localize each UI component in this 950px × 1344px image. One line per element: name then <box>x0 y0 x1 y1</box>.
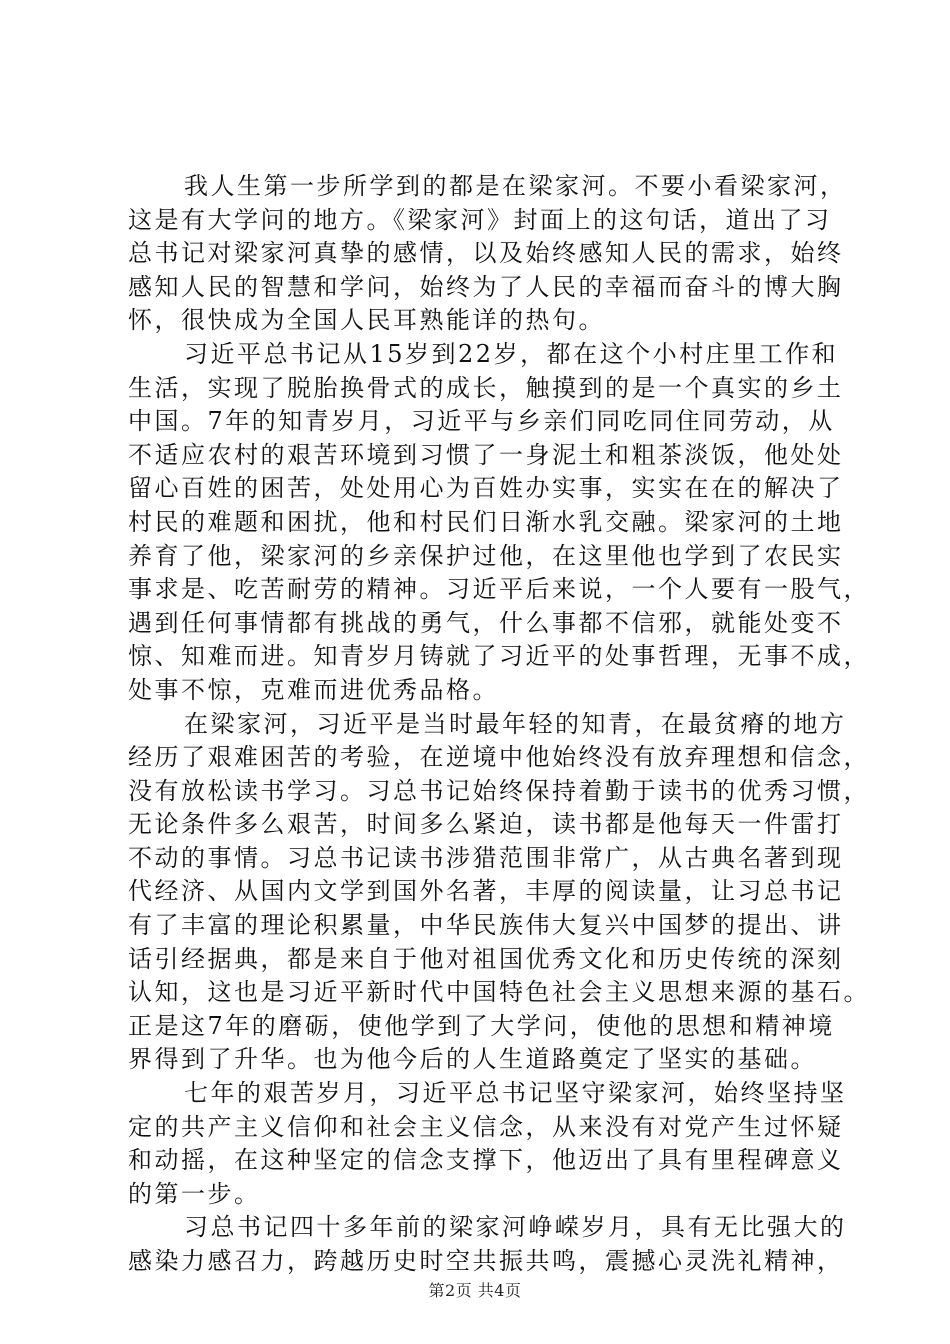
paragraph-line: 惊、知难而进。知青岁月铸就了习近平的处事哲理，无事不成， <box>128 642 870 671</box>
paragraph-line: 我人生第一步所学到的都是在梁家河。不要小看梁家河， <box>184 172 847 200</box>
paragraph-line: 总书记对梁家河真挚的感情，以及始终感知人民的需求，始终 <box>128 239 844 268</box>
paragraph-line: 怀，很快成为全国人民耳熟能详的热句。 <box>128 306 605 335</box>
page-footer <box>0 1278 950 1301</box>
paragraph-line: 中国。7年的知青岁月，习近平与乡亲们同吃同住同劳动，从 <box>128 407 835 436</box>
paragraph-line: 的第一步。 <box>128 1179 261 1208</box>
paragraph-line: 认知，这也是习近平新时代中国特色社会主义思想来源的基石。 <box>128 978 870 1007</box>
paragraph-line: 处事不惊，克难而进优秀品格。 <box>128 675 499 704</box>
paragraph-line: 这是有大学问的地方。《梁家河》封面上的这句话，道出了习 <box>128 205 832 234</box>
paragraph-line: 在梁家河，习近平是当时最年轻的知青，在最贫瘠的地方 <box>184 709 847 738</box>
paragraph-line: 不适应农村的艰苦环境到习惯了一身泥土和粗茶淡饭，他处处 <box>128 440 844 469</box>
paragraph-line: 感知人民的智慧和学问，始终为了人民的幸福而奋斗的博大胸 <box>128 272 844 301</box>
paragraph-line: 村民的难题和困扰，他和村民们日渐水乳交融。梁家河的土地 <box>128 507 844 536</box>
paragraph-line: 无论条件多么艰苦，时间多么紧迫，读书都是他每天一件雷打 <box>128 810 844 839</box>
paragraph-line: 感染力感召力，跨越历史时空共振共鸣，震撼心灵洗礼精神， <box>128 1247 844 1275</box>
paragraph-line: 留心百姓的困苦，处处用心为百姓办实事，实实在在的解决了 <box>128 474 844 503</box>
paragraph-line: 没有放松读书学习。习总书记始终保持着勤于读书的优秀习惯， <box>128 776 870 805</box>
paragraph-line: 代经济、从国内文学到国外名著，丰厚的阅读量，让习总书记 <box>128 877 844 906</box>
paragraph-line: 养育了他，梁家河的乡亲保护过他，在这里他也学到了农民实 <box>128 541 844 570</box>
paragraph-line: 界得到了升华。也为他今后的人生道路奠定了坚实的基础。 <box>128 1045 817 1074</box>
paragraph-line: 习近平总书记从15岁到22岁，都在这个小村庄里工作和 <box>184 339 839 368</box>
paragraph-line: 不动的事情。习总书记读书涉猎范围非常广，从古典名著到现 <box>128 843 844 872</box>
paragraph-line: 事求是、吃苦耐劳的精神。习近平后来说，一个人要有一股气， <box>128 575 870 604</box>
paragraph-line: 有了丰富的理论积累量，中华民族伟大复兴中国梦的提出、讲 <box>128 911 844 940</box>
paragraph-line: 定的共产主义信仰和社会主义信念，从来没有对党产生过怀疑 <box>128 1112 844 1141</box>
page-number-label: 第2页 共4页 <box>428 1281 522 1300</box>
paragraph-line: 习总书记四十多年前的梁家河峥嵘岁月，具有无比强大的 <box>184 1213 847 1242</box>
paragraph-line: 正是这7年的磨砺，使他学到了大学问，使他的思想和精神境 <box>128 1011 835 1040</box>
paragraph-line: 生活，实现了脱胎换骨式的成长，触摸到的是一个真实的乡土 <box>128 373 844 402</box>
paragraph-line: 和动摇，在这种坚定的信念支撑下，他迈出了具有里程碑意义 <box>128 1146 844 1175</box>
paragraph-line: 七年的艰苦岁月，习近平总书记坚守梁家河，始终坚持坚 <box>184 1079 847 1108</box>
paragraph-line: 遇到任何事情都有挑战的勇气，什么事都不信邪，就能处变不 <box>128 608 844 637</box>
document-body <box>128 170 870 1279</box>
paragraph-line: 经历了艰难困苦的考验，在逆境中他始终没有放弃理想和信念， <box>128 743 870 772</box>
paragraph-line: 话引经据典，都是来自于他对祖国优秀文化和历史传统的深刻 <box>128 944 844 973</box>
